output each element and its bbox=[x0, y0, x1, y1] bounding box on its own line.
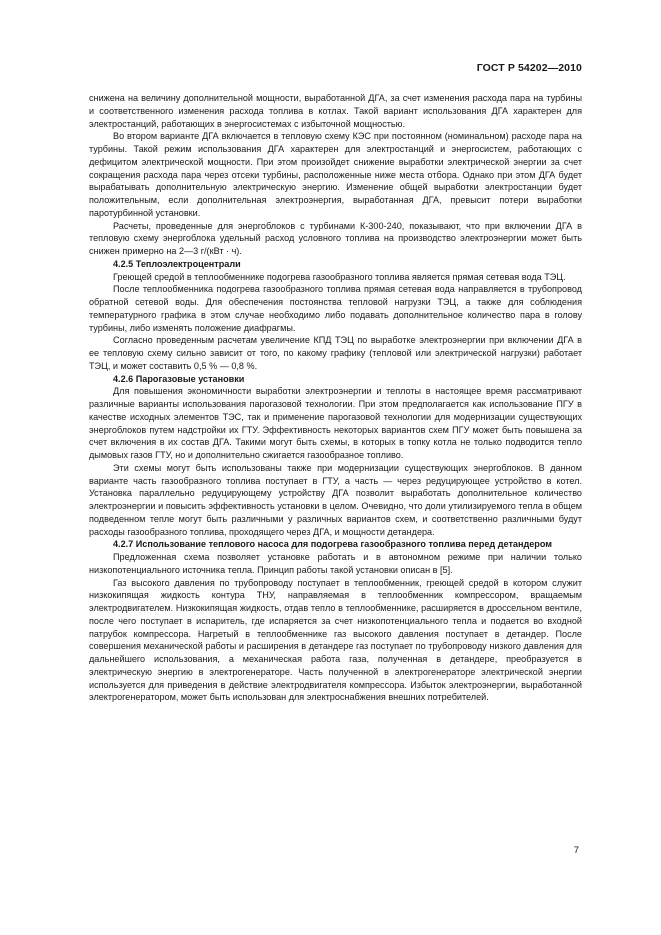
section-heading: 4.2.6 Парогазовые установки bbox=[113, 373, 245, 384]
paragraph: Газ высокого давления по трубопроводу поступает в теплообменник, греющей средой в котором служит низкокипящая жидкость контура ТНУ, направляемая в теплообменник компрессором, вращаемым электродвигателем. Низкокипящая жидкость, отдав тепло в теплообменнике, расширяется в дроссельном вентиле, после чего поступает в испаритель, где испаряется за счет низкопотенциального тепла и подается во входной патрубок компрессора. Нагретый в теплообменнике газ высокого давления поступает в детандер. После совершения механической работы и расширения в детандере газ поступает по трубопроводу низкого давления для дальнейшего использования, а механическая работа газа, полученная в детандере, преобразуется в электрическую энергию в электрогенераторе. Часть полученной в электрогенераторе электрической энергии используется для приведения в действие электродвигателя компрессора. Избыток электроэнергии, выработанной электрогенератором, может быть использован для электроснабжения внешних потребителей. bbox=[89, 577, 582, 703]
paragraph: После теплообменника подогрева газообразного топлива прямая сетевая вода направляется в трубопровод обратной сетевой воды. Для обеспечения постоянства тепловой нагрузки ТЭЦ, а также для соблюдения температурного графика в этом случае необходимо либо подавать дополнительное количество пара в голову турбины, либо изменять положение диафрагмы. bbox=[89, 284, 582, 333]
section-heading: 4.2.7 Использование теплового насоса для подогрева газообразного топлива перед детандером bbox=[113, 539, 552, 550]
paragraph: Расчеты, проведенные для энергоблоков с турбинами К-300-240, показывают, что при включении ДГА в тепловую схему энергоблока удельный расход условного топлива на производство электроэнергии может быть снижен примерно на 2—3 г/(кВт · ч). bbox=[89, 220, 582, 256]
paragraph: Предложенная схема позволяет установке работать и в автономном режиме при наличии только низкопотенциального источника тепла. Принцип работы такой установки описан в [5]. bbox=[89, 552, 582, 575]
section-heading: 4.2.5 Теплоэлектроцентрали bbox=[113, 258, 241, 269]
paragraph: Во втором варианте ДГА включается в тепловую схему КЭС при постоянном (номинальном) расходе пара на турбины. Такой режим использования ДГА характерен для электростанций и энергосистем, работающих с дефицитом электрической мощности. При этом произойдет снижение выработки электрической энергии за счет сокращения расхода пара через отсеки турбины, расположенные ниже места отбора. Однако при этом ДГА будет вырабатывать дополнительную электрическую энергию. Изменение общей выработки электростанции будет положительным, если дополнительная электроэнергия, выработанная ДГА, превысит потери выработки паротурбинной установки. bbox=[89, 131, 582, 218]
standard-header: ГОСТ Р 54202—2010 bbox=[476, 62, 582, 74]
paragraph: Эти схемы могут быть использованы также при модернизации существующих энергоблоков. В данном варианте часть газообразного топлива поступает в ГТУ, а часть — через редуцирующее устройство в котел. Установка параллельно редуцирующему устройству ДГА позволит выработать дополнительное количество электроэнергии и повысить эффективность установки в целом. Очевидно, что доли утилизируемого тепла в общем подведенном тепле могут быть различными у различных вариантов схем, и соответственно различными будут расходы газообразного топлива, проходящего через ДГА, и мощности детандера. bbox=[89, 462, 582, 537]
paragraph: снижена на величину дополнительной мощности, выработанной ДГА, за счет изменения расхода пара на турбины и соответственного изменения расхода топлива в котлах. Такой вариант использования ДГА характерен для электростанций, работающих в энергосистемах с избыточной мощностью. bbox=[89, 93, 582, 129]
page-number: 7 bbox=[573, 845, 579, 856]
document-body bbox=[89, 92, 582, 704]
paragraph: Для повышения экономичности выработки электроэнергии и теплоты в настоящее время рассматривают различные варианты использования парогазовой технологии. При этом предполагается как использование ПГУ в качестве исходных элементов ТЭС, так и применение парогазовой технологии для модернизации существующих энергоблоков путем надстройки их ГТУ. Эффективность некоторых вариантов схем ПГУ может быть повышена за счет включения в их состав ДГА. Такими могут быть схемы, в которых в топку котла не только подводится тепло дымовых газов ГТУ, но и дополнительно сжигается газообразное топливо. bbox=[89, 386, 582, 460]
paragraph: Греющей средой в теплообменнике подогрева газообразного топлива является прямая сетевая вода ТЭЦ. bbox=[113, 271, 566, 282]
paragraph: Согласно проведенным расчетам увеличение КПД ТЭЦ по выработке электроэнергии при включении ДГА в ее тепловую схему сильно зависит от того, по какому графику (тепловой или электрической нагрузки) работает ТЭЦ, и может составить 0,5 % — 0,8 %. bbox=[89, 335, 582, 371]
